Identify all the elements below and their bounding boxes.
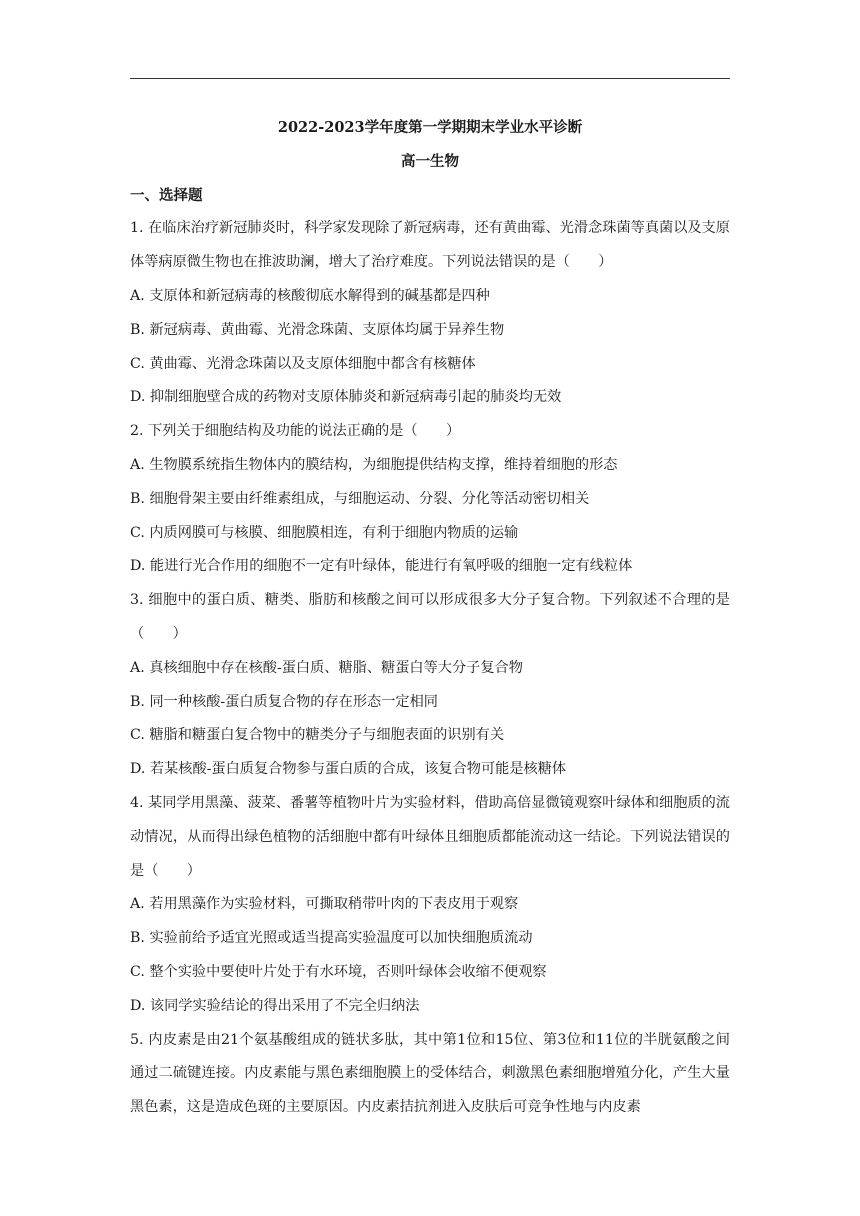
option-b: B. 实验前给予适宜光照或适当提高实验温度可以加快细胞质流动 [130,930,533,947]
question-2 [130,415,730,584]
header-rule [130,78,730,79]
exam-subtitle: 高一生物 [401,152,459,170]
option-a: A. 支原体和新冠病毒的核酸彻底水解得到的碱基都是四种 [130,287,490,304]
question-stem: 4. 某同学用黑藻、菠菜、番薯等植物叶片为实验材料，借助高倍显微镜观察叶绿体和细胞质的流动情况，从而得出绿色植物的活细胞中都有叶绿体且细胞质都能流动这一结论。下列说法错误的是（ ） [130,794,730,879]
option-d: D. 该同学实验结论的得出采用了不完全归纳法 [130,997,420,1014]
option-a: A. 真核细胞中存在核酸-蛋白质、糖脂、糖蛋白等大分子复合物 [130,659,523,676]
question-stem: 5. 内皮素是由21个氨基酸组成的链状多肽，其中第1位和15位、第3位和11位的半胱氨酸之间通过二硫键连接。内皮素能与黑色素细胞膜上的受体结合，刺激黑色素细胞增殖分化，产生大量黑色素，这是造成色斑的主要原因。内皮素拮抗剂进入皮肤后可竞争性地与内皮素 [130,1031,730,1116]
option-b: B. 细胞骨架主要由纤维素组成，与细胞运动、分裂、分化等活动密切相关 [130,490,590,507]
question-1 [130,212,730,415]
section-heading: 一、选择题 [130,186,203,204]
option-d: D. 若某核酸-蛋白质复合物参与蛋白质的合成，该复合物可能是核糖体 [130,761,567,778]
question-4 [130,787,730,1024]
option-c: C. 糖脂和糖蛋白复合物中的糖类分子与细胞表面的识别有关 [130,727,505,744]
option-d: D. 抑制细胞壁合成的药物对支原体肺炎和新冠病毒引起的肺炎均无效 [130,389,562,406]
question-stem: 1. 在临床治疗新冠肺炎时，科学家发现除了新冠病毒，还有黄曲霉、光滑念珠菌等真菌以及支原体等病原微生物也在推波助澜，增大了治疗难度。下列说法错误的是（ ） [130,220,730,271]
document-content [130,111,730,1125]
question-stem: 2. 下列关于细胞结构及功能的说法正确的是（ ） [130,423,461,440]
option-b: B. 新冠病毒、黄曲霉、光滑念珠菌、支原体均属于异养生物 [130,321,505,338]
exam-title: 2022-2023学年度第一学期期末学业水平诊断 [277,119,583,136]
option-c: C. 整个实验中要使叶片处于有水环境，否则叶绿体会收缩不便观察 [130,963,547,980]
question-3 [130,584,730,787]
option-b: B. 同一种核酸-蛋白质复合物的存在形态一定相同 [130,693,438,710]
option-a: A. 若用黑藻作为实验材料，可撕取稍带叶肉的下表皮用于观察 [130,896,519,913]
option-c: C. 内质网膜可与核膜、细胞膜相连，有利于细胞内物质的运输 [130,524,519,541]
option-c: C. 黄曲霉、光滑念珠菌以及支原体细胞中都含有核糖体 [130,355,476,372]
question-5 [130,1024,730,1125]
question-stem: 3. 细胞中的蛋白质、糖类、脂肪和核酸之间可以形成很多大分子复合物。下列叙述不合理的是（ ） [130,592,730,642]
option-a: A. 生物膜系统指生物体内的膜结构，为细胞提供结构支撑，维持着细胞的形态 [130,456,618,473]
option-d: D. 能进行光合作用的细胞不一定有叶绿体，能进行有氧呼吸的细胞一定有线粒体 [130,558,633,575]
